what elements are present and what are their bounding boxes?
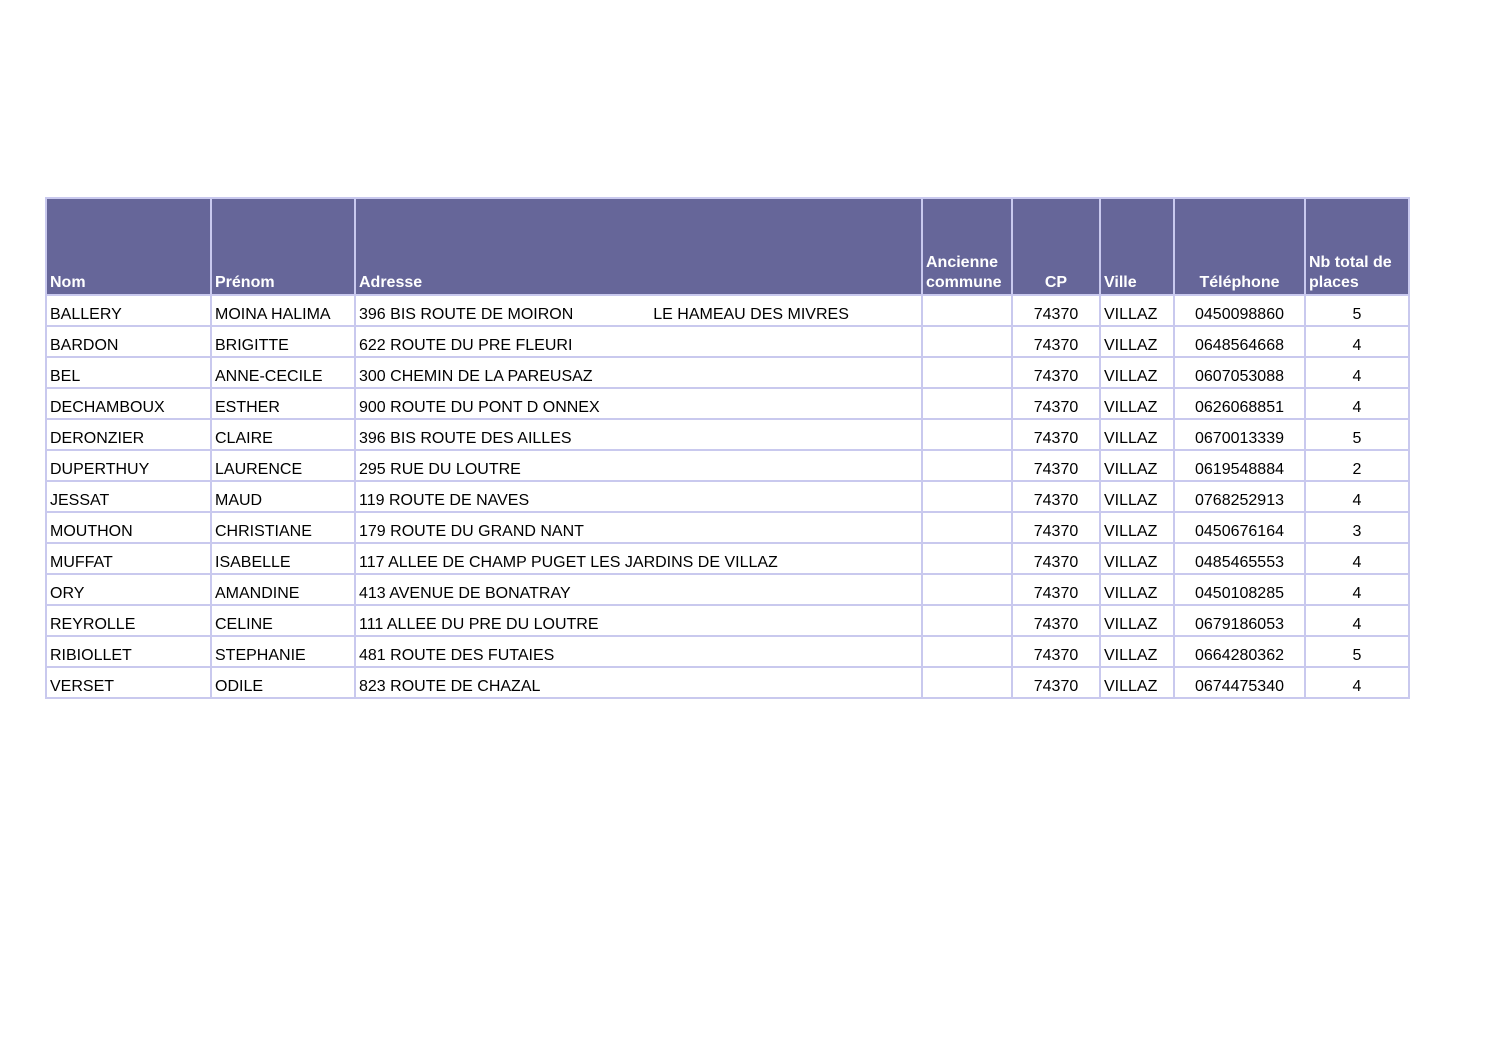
- table-row: [46, 357, 1409, 388]
- cell-nb-places: 4: [1305, 388, 1409, 419]
- cell-prenom: CLAIRE: [211, 419, 355, 450]
- cell-adresse: [355, 450, 922, 481]
- cell-nom: JESSAT: [46, 481, 211, 512]
- address-line: 111 ALLEE DU PRE DU LOUTRE: [359, 616, 599, 633]
- cell-nb-places: 4: [1305, 574, 1409, 605]
- header-cp: CP: [1012, 198, 1100, 295]
- table-row: [46, 326, 1409, 357]
- cell-ville: VILLAZ: [1100, 357, 1174, 388]
- cell-ancienne-commune: [922, 326, 1012, 357]
- cell-prenom: ISABELLE: [211, 543, 355, 574]
- cell-nom: RIBIOLLET: [46, 636, 211, 667]
- table-row: [46, 512, 1409, 543]
- cell-telephone: 0450098860: [1174, 295, 1305, 326]
- cell-prenom: LAURENCE: [211, 450, 355, 481]
- cell-ancienne-commune: [922, 481, 1012, 512]
- cell-ancienne-commune: [922, 295, 1012, 326]
- cell-adresse: [355, 512, 922, 543]
- cell-prenom: ODILE: [211, 667, 355, 698]
- cell-prenom: AMANDINE: [211, 574, 355, 605]
- cell-cp: 74370: [1012, 667, 1100, 698]
- cell-adresse: [355, 295, 922, 326]
- table-row: [46, 295, 1409, 326]
- cell-nom: ORY: [46, 574, 211, 605]
- cell-ville: VILLAZ: [1100, 543, 1174, 574]
- cell-cp: 74370: [1012, 481, 1100, 512]
- cell-cp: 74370: [1012, 636, 1100, 667]
- header-telephone: Téléphone: [1174, 198, 1305, 295]
- cell-telephone: 0450676164: [1174, 512, 1305, 543]
- table-row: [46, 636, 1409, 667]
- cell-cp: 74370: [1012, 543, 1100, 574]
- cell-adresse: [355, 326, 922, 357]
- cell-nom: BALLERY: [46, 295, 211, 326]
- cell-ancienne-commune: [922, 543, 1012, 574]
- header-ville: Ville: [1100, 198, 1174, 295]
- address-line: 117 ALLEE DE CHAMP PUGET LES JARDINS DE VILLAZ: [359, 554, 778, 571]
- cell-ville: VILLAZ: [1100, 512, 1174, 543]
- address-line: 823 ROUTE DE CHAZAL: [359, 678, 541, 695]
- cell-nb-places: 5: [1305, 636, 1409, 667]
- cell-adresse: [355, 636, 922, 667]
- cell-nom: VERSET: [46, 667, 211, 698]
- cell-nb-places: 4: [1305, 543, 1409, 574]
- cell-adresse: [355, 357, 922, 388]
- cell-ancienne-commune: [922, 667, 1012, 698]
- header-nom: Nom: [46, 198, 211, 295]
- address-line: 179 ROUTE DU GRAND NANT: [359, 523, 584, 540]
- cell-adresse: [355, 388, 922, 419]
- cell-prenom: ESTHER: [211, 388, 355, 419]
- cell-cp: 74370: [1012, 295, 1100, 326]
- cell-cp: 74370: [1012, 512, 1100, 543]
- cell-ville: VILLAZ: [1100, 636, 1174, 667]
- address-line: 119 ROUTE DE NAVES: [359, 492, 530, 509]
- address-complement: LE HAMEAU DES MIVRES: [653, 306, 849, 323]
- address-line: 622 ROUTE DU PRE FLEURI: [359, 337, 573, 354]
- cell-cp: 74370: [1012, 388, 1100, 419]
- cell-cp: 74370: [1012, 326, 1100, 357]
- cell-telephone: 0626068851: [1174, 388, 1305, 419]
- cell-nb-places: 5: [1305, 295, 1409, 326]
- address-line: 413 AVENUE DE BONATRAY: [359, 585, 571, 602]
- cell-nb-places: 4: [1305, 605, 1409, 636]
- cell-nb-places: 2: [1305, 450, 1409, 481]
- address-line: 481 ROUTE DES FUTAIES: [359, 647, 555, 664]
- cell-telephone: 0664280362: [1174, 636, 1305, 667]
- cell-ancienne-commune: [922, 388, 1012, 419]
- cell-nom: DECHAMBOUX: [46, 388, 211, 419]
- address-line: 396 BIS ROUTE DE MOIRON: [359, 306, 574, 323]
- cell-telephone: 0670013339: [1174, 419, 1305, 450]
- cell-nom: MUFFAT: [46, 543, 211, 574]
- cell-telephone: 0674475340: [1174, 667, 1305, 698]
- cell-adresse: [355, 667, 922, 698]
- table-row: [46, 450, 1409, 481]
- cell-cp: 74370: [1012, 357, 1100, 388]
- table-row: [46, 605, 1409, 636]
- cell-adresse: [355, 419, 922, 450]
- cell-ville: VILLAZ: [1100, 419, 1174, 450]
- address-table: [45, 197, 1410, 699]
- address-line: 300 CHEMIN DE LA PAREUSAZ: [359, 368, 593, 385]
- cell-prenom: CELINE: [211, 605, 355, 636]
- cell-nb-places: 3: [1305, 512, 1409, 543]
- cell-ville: VILLAZ: [1100, 450, 1174, 481]
- address-line: 900 ROUTE DU PONT D ONNEX: [359, 399, 600, 416]
- cell-cp: 74370: [1012, 419, 1100, 450]
- address-line: 295 RUE DU LOUTRE: [359, 461, 521, 478]
- table-row: [46, 388, 1409, 419]
- cell-nb-places: 4: [1305, 481, 1409, 512]
- cell-telephone: 0485465553: [1174, 543, 1305, 574]
- cell-cp: 74370: [1012, 605, 1100, 636]
- header-adresse: Adresse: [355, 198, 922, 295]
- cell-cp: 74370: [1012, 450, 1100, 481]
- cell-adresse: [355, 605, 922, 636]
- cell-nb-places: 4: [1305, 667, 1409, 698]
- cell-adresse: [355, 481, 922, 512]
- cell-ancienne-commune: [922, 419, 1012, 450]
- cell-ville: VILLAZ: [1100, 326, 1174, 357]
- cell-prenom: MAUD: [211, 481, 355, 512]
- cell-telephone: 0679186053: [1174, 605, 1305, 636]
- cell-telephone: 0768252913: [1174, 481, 1305, 512]
- cell-ville: VILLAZ: [1100, 481, 1174, 512]
- cell-nb-places: 5: [1305, 419, 1409, 450]
- cell-telephone: 0607053088: [1174, 357, 1305, 388]
- table-row: [46, 419, 1409, 450]
- cell-prenom: MOINA HALIMA: [211, 295, 355, 326]
- cell-prenom: BRIGITTE: [211, 326, 355, 357]
- header-ancienne-commune: Ancienne commune: [922, 198, 1012, 295]
- cell-nom: BARDON: [46, 326, 211, 357]
- cell-telephone: 0648564668: [1174, 326, 1305, 357]
- cell-ville: VILLAZ: [1100, 574, 1174, 605]
- cell-ville: VILLAZ: [1100, 388, 1174, 419]
- cell-prenom: CHRISTIANE: [211, 512, 355, 543]
- table-row: [46, 543, 1409, 574]
- cell-ancienne-commune: [922, 357, 1012, 388]
- cell-ville: VILLAZ: [1100, 295, 1174, 326]
- address-line: 396 BIS ROUTE DES AILLES: [359, 430, 572, 447]
- cell-nom: MOUTHON: [46, 512, 211, 543]
- cell-ancienne-commune: [922, 636, 1012, 667]
- cell-telephone: 0450108285: [1174, 574, 1305, 605]
- cell-ville: VILLAZ: [1100, 605, 1174, 636]
- table-row: [46, 574, 1409, 605]
- cell-ancienne-commune: [922, 574, 1012, 605]
- cell-ancienne-commune: [922, 450, 1012, 481]
- cell-prenom: STEPHANIE: [211, 636, 355, 667]
- header-prenom: Prénom: [211, 198, 355, 295]
- cell-nb-places: 4: [1305, 326, 1409, 357]
- cell-adresse: [355, 543, 922, 574]
- cell-ancienne-commune: [922, 605, 1012, 636]
- table-row: [46, 667, 1409, 698]
- cell-cp: 74370: [1012, 574, 1100, 605]
- cell-ancienne-commune: [922, 512, 1012, 543]
- cell-nom: BEL: [46, 357, 211, 388]
- cell-nom: DUPERTHUY: [46, 450, 211, 481]
- cell-nb-places: 4: [1305, 357, 1409, 388]
- table-row: [46, 481, 1409, 512]
- table-body: [46, 295, 1409, 698]
- cell-nom: DERONZIER: [46, 419, 211, 450]
- cell-prenom: ANNE-CECILE: [211, 357, 355, 388]
- table-header-row: [46, 198, 1409, 295]
- header-nb-places: Nb total de places: [1305, 198, 1409, 295]
- cell-telephone: 0619548884: [1174, 450, 1305, 481]
- cell-nom: REYROLLE: [46, 605, 211, 636]
- cell-adresse: [355, 574, 922, 605]
- cell-ville: VILLAZ: [1100, 667, 1174, 698]
